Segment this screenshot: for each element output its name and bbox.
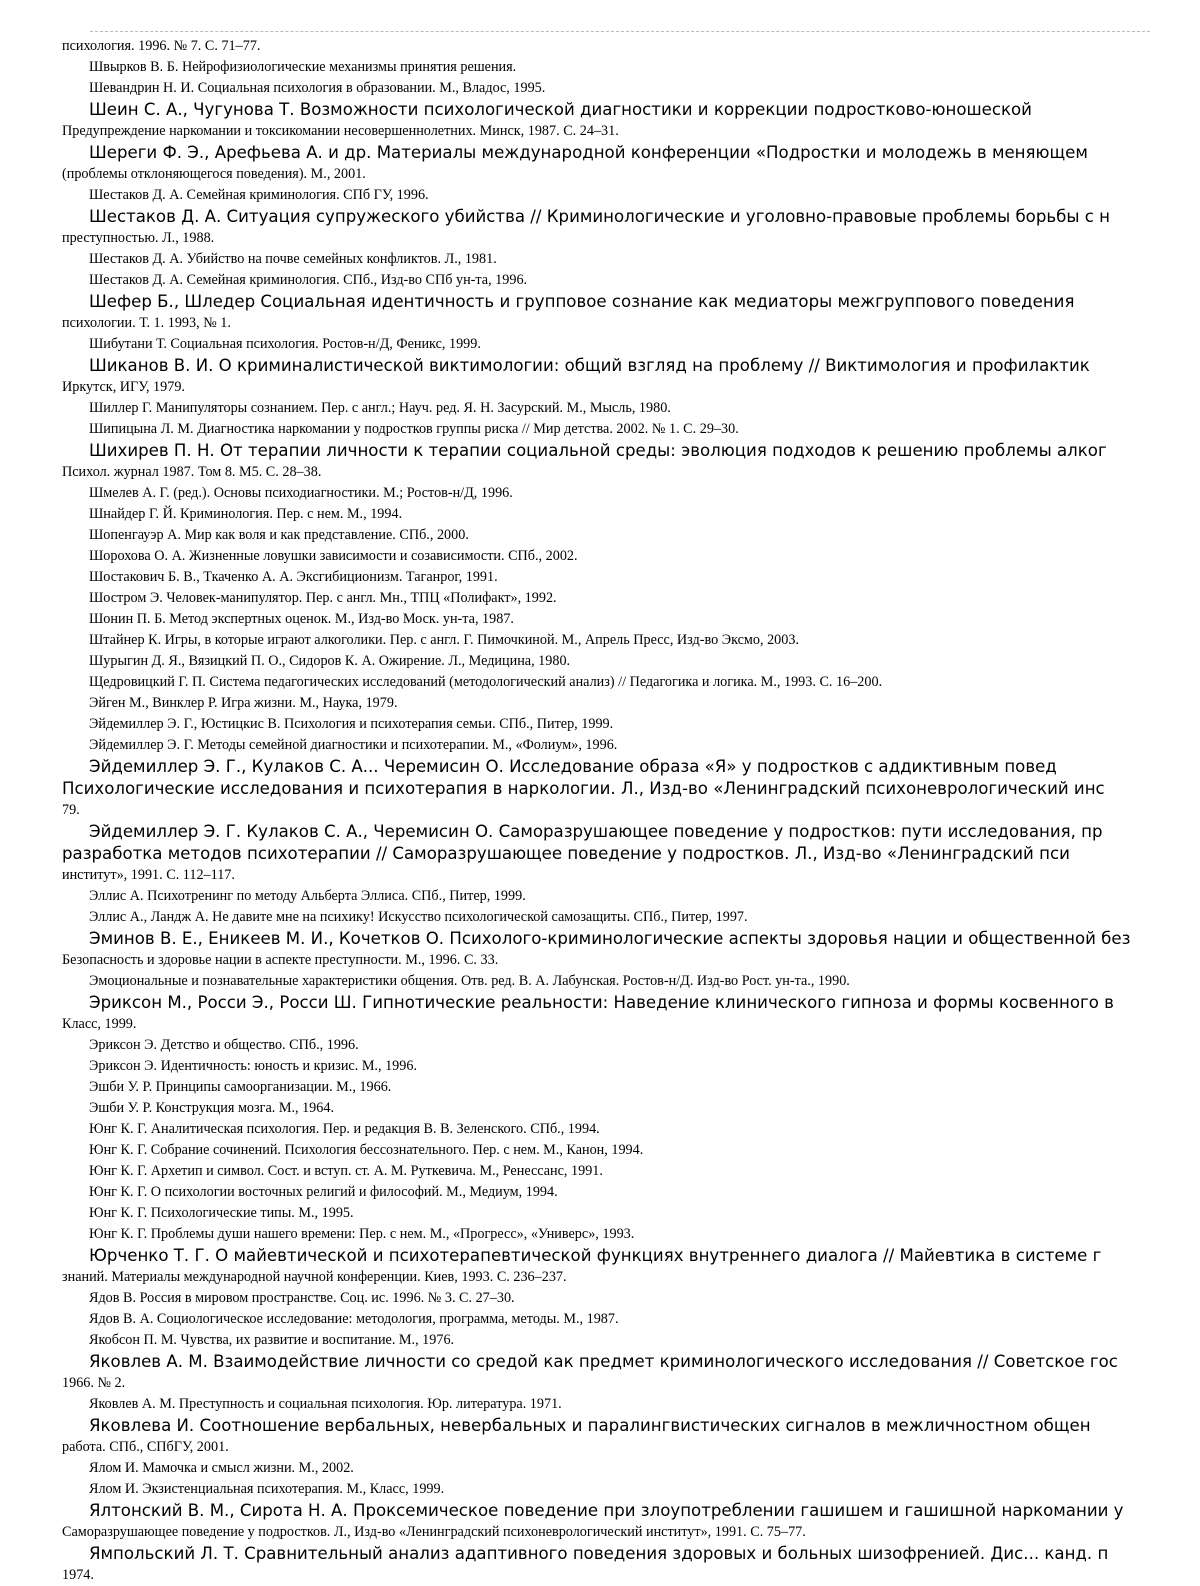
bibliography-entry-line: Юнг К. Г. Архетип и символ. Сост. и вступ. ст. А. М. Руткевича. М., Ренессанс, 1991. bbox=[89, 1163, 603, 1179]
bibliography-entry-line: Юнг К. Г. О психологии восточных религий и философий. М., Медиум, 1994. bbox=[89, 1184, 558, 1200]
bibliography-entry-line: Шмелев А. Г. (ред.). Основы психодиагностики. М.; Ростов-н/Д, 1996. bbox=[89, 485, 513, 501]
bibliography-continuation-line: преступностью. Л., 1988. bbox=[62, 230, 215, 246]
bibliography-entry-line: Шестаков Д. А. Ситуация супружеского убийства // Криминологические и уголовно-правовые проблемы борьбы с н bbox=[89, 207, 1111, 226]
bibliography-continuation-line: психология. 1996. № 7. С. 71–77. bbox=[62, 38, 261, 54]
bibliography-entry-line: Штайнер К. Игры, в которые играют алкоголики. Пер. с англ. Г. Пимочкиной. М., Апрель Пресс, Изд-во Эксмо, 2003. bbox=[89, 632, 799, 648]
bibliography-entry-line: Эйдемиллер Э. Г., Кулаков С. А... Черемисин О. Исследование образа «Я» у подростков с аддиктивным повед bbox=[89, 757, 1057, 776]
bibliography-continuation-line: институт», 1991. С. 112–117. bbox=[62, 867, 235, 883]
bibliography-entry-line: Эриксон Э. Детство и общество. СПб., 1996. bbox=[89, 1037, 359, 1053]
bibliography-continuation-line: Психол. журнал 1987. Том 8. М5. С. 28–38. bbox=[62, 464, 322, 480]
bibliography-continuation-line: работа. СПб., СПбГУ, 2001. bbox=[62, 1439, 229, 1455]
bibliography-continuation-line: 79. bbox=[62, 802, 80, 818]
bibliography-entry-line: Эмоциональные и познавательные характеристики общения. Отв. ред. В. А. Лабунская. Ростов-н/Д. Изд-во Рост. ун-та., 1990. bbox=[89, 973, 850, 989]
bibliography-entry-line: Эллис А. Психотренинг по методу Альберта Эллиса. СПб., Питер, 1999. bbox=[89, 888, 526, 904]
bibliography-continuation-line: Иркутск, ИГУ, 1979. bbox=[62, 379, 185, 395]
bibliography-entry-line: Эйген М., Винклер Р. Игра жизни. М., Наука, 1979. bbox=[89, 695, 398, 711]
bibliography-entry-line: Шипицына Л. М. Диагностика наркомании у подростков группы риска // Мир детства. 2002. № 1. С. 29–30. bbox=[89, 421, 739, 437]
bibliography-entry-line: Шереги Ф. Э., Арефьева А. и др. Материалы международной конференции «Подростки и молодежь в меняющем bbox=[89, 143, 1088, 162]
bibliography-entry-line: Ялом И. Мамочка и смысл жизни. М., 2002. bbox=[89, 1460, 354, 1476]
bibliography-entry-line: Шорохова О. А. Жизненные ловушки зависимости и созависимости. СПб., 2002. bbox=[89, 548, 578, 564]
bibliography-entry-line: Юрченко Т. Г. О майевтической и психотерапевтической функциях внутреннего диалога // Майевтика в системе г bbox=[89, 1246, 1102, 1265]
bibliography-entry-line: Шиллер Г. Манипуляторы сознанием. Пер. с англ.; Науч. ред. Я. Н. Засурский. М., Мысль, 1980. bbox=[89, 400, 671, 416]
bibliography-entry-line: Юнг К. Г. Собрание сочинений. Психология бессознательного. Пер. с нем. М., Канон, 1994. bbox=[89, 1142, 644, 1158]
bibliography-continuation-line: знаний. Материалы международной научной конференции. Киев, 1993. С. 236–237. bbox=[62, 1269, 567, 1285]
bibliography-continuation-line: психологии. Т. 1. 1993, № 1. bbox=[62, 315, 231, 331]
bibliography-entry-line: Шостром Э. Человек-манипулятор. Пер. с англ. Мн., ТПЦ «Полифакт», 1992. bbox=[89, 590, 557, 606]
bibliography-entry-line: Эйдемиллер Э. Г., Юстицкис В. Психология и психотерапия семьи. СПб., Питер, 1999. bbox=[89, 716, 614, 732]
bibliography-continuation-line: Безопасность и здоровье нации в аспекте преступности. М., 1996. С. 33. bbox=[62, 952, 499, 968]
bibliography-entry-line: Ялтонский В. М., Сирота Н. А. Проксемическое поведение при злоупотреблении гашишем и гашишной наркомании у bbox=[89, 1501, 1124, 1520]
bibliography-entry-line: Шостакович Б. В., Ткаченко А. А. Эксгибиционизм. Таганрог, 1991. bbox=[89, 569, 498, 585]
bibliography-entry-line: Яковлева И. Соотношение вербальных, невербальных и паралингвистических сигналов в межличностном общен bbox=[89, 1416, 1091, 1435]
bibliography-entry-line: Шонин П. Б. Метод экспертных оценок. М., Изд-во Моск. ун-та, 1987. bbox=[89, 611, 514, 627]
bibliography-continuation-line: разработка методов психотерапии // Саморазрушающее поведение у подростков. Л., Изд-во «Ленинградский пси bbox=[62, 844, 1070, 863]
bibliography-entry-line: Шевандрин Н. И. Социальная психология в образовании. М., Владос, 1995. bbox=[89, 80, 546, 96]
bibliography-entry-line: Эминов В. Е., Еникеев М. И., Кочетков О. Психолого-криминологические аспекты здоровья нации и общественной без bbox=[89, 929, 1131, 948]
bibliography-entry-line: Шибутани Т. Социальная психология. Ростов-н/Д, Феникс, 1999. bbox=[89, 336, 481, 352]
bibliography-entry-line: Швырков В. Б. Нейрофизиологические механизмы принятия решения. bbox=[89, 59, 517, 75]
bibliography-continuation-line: (проблемы отклоняющегося поведения). М., 2001. bbox=[62, 166, 366, 182]
bibliography-entry-line: Ядов В. Россия в мировом пространстве. Соц. ис. 1996. № 3. С. 27–30. bbox=[89, 1290, 515, 1306]
bibliography-continuation-line: Класс, 1999. bbox=[62, 1016, 137, 1032]
bibliography-entry-line: Шеин С. А., Чугунова Т. Возможности психологической диагностики и коррекции подростково-юношеской bbox=[89, 100, 1032, 119]
bibliography-entry-line: Юнг К. Г. Проблемы души нашего времени: Пер. с нем. М., «Прогресс», «Универс», 1993. bbox=[89, 1226, 635, 1242]
bibliography-entry-line: Яковлев А. М. Взаимодействие личности со средой как предмет криминологического исследования // Советское гос bbox=[89, 1352, 1118, 1371]
bibliography-entry-line: Шурыгин Д. Я., Вязицкий П. О., Сидоров К. А. Ожирение. Л., Медицина, 1980. bbox=[89, 653, 571, 669]
bibliography-entry-line: Эйдемиллер Э. Г. Методы семейной диагностики и психотерапии. М., «Фолиум», 1996. bbox=[89, 737, 618, 753]
bibliography-continuation-line: 1966. № 2. bbox=[62, 1375, 126, 1391]
bibliography-entry-line: Яковлев А. М. Преступность и социальная психология. Юр. литература. 1971. bbox=[89, 1396, 562, 1412]
bibliography-entry-line: Шиканов В. И. О криминалистической виктимологии: общий взгляд на проблему // Виктимология и профилактик bbox=[89, 356, 1090, 375]
bibliography-entry-line: Эриксон Э. Идентичность: юность и кризис. М., 1996. bbox=[89, 1058, 417, 1074]
bibliography-entry-line: Эриксон М., Росси Э., Росси Ш. Гипнотические реальности: Наведение клинического гипноза и формы косвенного в bbox=[89, 993, 1114, 1012]
bibliography-entry-line: Эшби У. Р. Конструкция мозга. М., 1964. bbox=[89, 1100, 335, 1116]
bibliography-entry-line: Шестаков Д. А. Семейная криминология. СПб ГУ, 1996. bbox=[89, 187, 429, 203]
bibliography-continuation-line: Психологические исследования и психотерапия в наркологии. Л., Изд-во «Ленинградский психоневрологический инс bbox=[62, 779, 1105, 798]
bibliography-entry-line: Эйдемиллер Э. Г. Кулаков С. А., Черемисин О. Саморазрушающее поведение у подростков: пути исследования, пр bbox=[89, 822, 1103, 841]
bibliography-entry-line: Шестаков Д. А. Семейная криминология. СПб., Изд-во СПб ун-та, 1996. bbox=[89, 272, 528, 288]
bibliography-entry-line: Юнг К. Г. Аналитическая психология. Пер. и редакция В. В. Зеленского. СПб., 1994. bbox=[89, 1121, 600, 1137]
bibliography-entry-line: Эллис А., Ландж А. Не давите мне на психику! Искусство психологической самозащиты. СПб., Питер, 1997. bbox=[89, 909, 748, 925]
bibliography-entry-line: Шнайдер Г. Й. Криминология. Пер. с нем. М., 1994. bbox=[89, 506, 403, 522]
bibliography-entry-line: Шопенгауэр А. Мир как воля и как представление. СПб., 2000. bbox=[89, 527, 469, 543]
bibliography-entry-line: Ядов В. А. Социологическое исследование: методология, программа, методы. М., 1987. bbox=[89, 1311, 619, 1327]
bibliography-entry-line: Шестаков Д. А. Убийство на почве семейных конфликтов. Л., 1981. bbox=[89, 251, 497, 267]
bibliography-entry-line: Щедровицкий Г. П. Система педагогических исследований (методологический анализ) // Педагогика и логика. М., 1993. С. 16–200. bbox=[89, 674, 883, 690]
bibliography-continuation-line: Саморазрушающее поведение у подростков. Л., Изд-во «Ленинградский психоневрологический институт», 1991. С. 75–77. bbox=[62, 1524, 806, 1540]
bibliography-entry-line: Ялом И. Экзистенциальная психотерапия. М., Класс, 1999. bbox=[89, 1481, 445, 1497]
bibliography-entry-line: Ямпольский Л. Т. Сравнительный анализ адаптивного поведения здоровых и больных шизофренией. Дис... канд. п bbox=[89, 1544, 1109, 1563]
bibliography-list bbox=[62, 36, 1200, 1586]
bibliography-entry-line: Эшби У. Р. Принципы самоорганизации. М., 1966. bbox=[89, 1079, 392, 1095]
bibliography-entry-line: Шефер Б., Шледер Социальная идентичность и групповое сознание как медиаторы межгруппового поведения bbox=[89, 292, 1075, 311]
bibliography-continuation-line: Предупреждение наркомании и токсикомании несовершеннолетних. Минск, 1987. С. 24–31. bbox=[62, 123, 619, 139]
bibliography-entry-line: Якобсон П. М. Чувства, их развитие и воспитание. М., 1976. bbox=[89, 1332, 455, 1348]
bibliography-entry-line: Юнг К. Г. Психологические типы. М., 1995. bbox=[89, 1205, 354, 1221]
bibliography-continuation-line: 1974. bbox=[62, 1567, 94, 1583]
bibliography-entry-line: Шихирев П. Н. От терапии личности к терапии социальной среды: эволюция подходов к решению проблемы алког bbox=[89, 441, 1107, 460]
